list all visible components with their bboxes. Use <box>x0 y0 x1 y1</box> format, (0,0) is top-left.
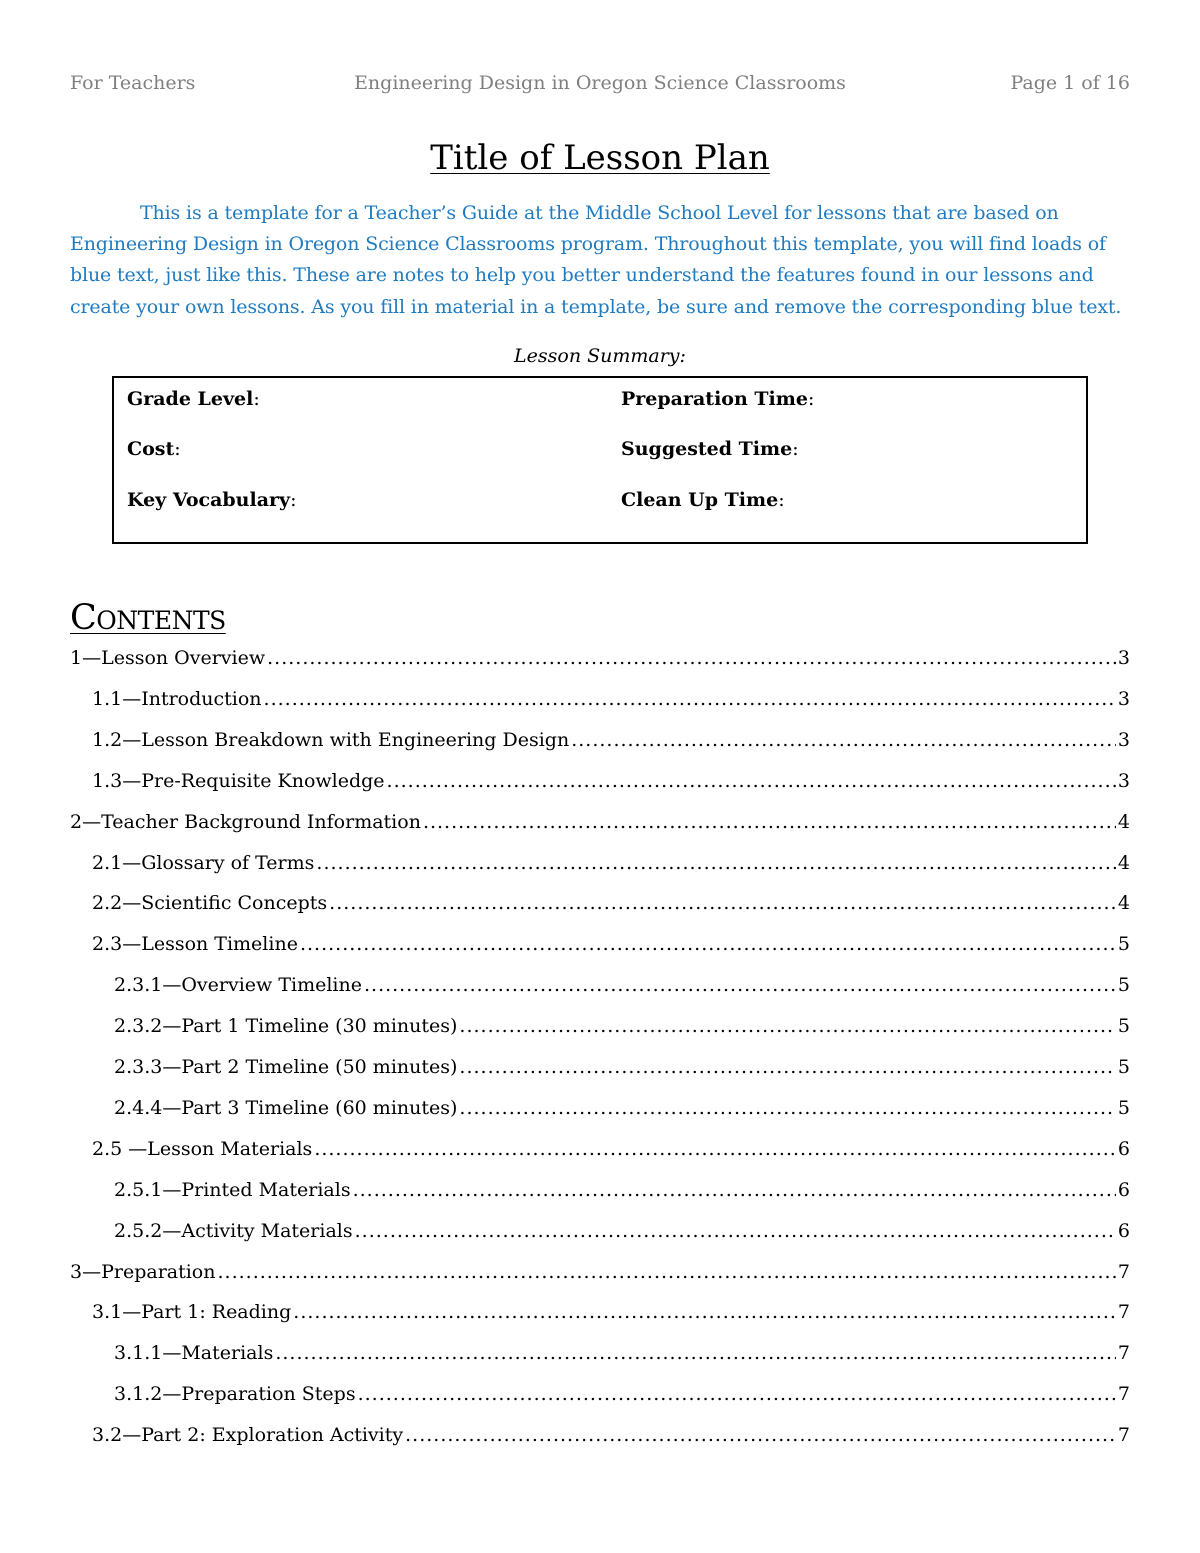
toc-entry[interactable] <box>70 1261 1130 1291</box>
field-colon: : <box>253 388 260 410</box>
toc-entry[interactable] <box>70 647 1130 677</box>
toc-entry[interactable] <box>70 892 1130 922</box>
toc-leader-dots <box>355 1220 1116 1242</box>
toc-entry[interactable] <box>70 1220 1130 1250</box>
suggested-time-field <box>621 438 799 460</box>
toc-leader-dots <box>387 770 1116 792</box>
toc-entry[interactable] <box>70 974 1130 1004</box>
cost-field <box>127 438 181 460</box>
toc-leader-dots <box>314 1138 1116 1160</box>
field-colon: : <box>792 438 799 460</box>
toc-leader-dots <box>264 688 1116 710</box>
toc-leader-dots <box>316 852 1116 874</box>
toc-leader-dots <box>364 974 1116 996</box>
toc-leader-dots <box>358 1383 1116 1405</box>
lesson-summary-box <box>112 376 1088 544</box>
toc-leader-dots <box>275 1342 1116 1364</box>
toc-page-number: 3 <box>1117 728 1130 751</box>
header-audience: For Teachers <box>70 72 196 94</box>
grade-level-label: Grade Level <box>127 388 254 410</box>
clean-up-time-field <box>621 489 785 511</box>
toc-entry-label: 2.4.4—Part 3 Timeline (60 minutes) <box>114 1096 458 1119</box>
toc-entry-label: 3.1.1—Materials <box>114 1342 274 1365</box>
toc-entry-label: 1.3—Pre-Requisite Knowledge <box>92 769 385 792</box>
toc-entry-label: 2.3.1—Overview Timeline <box>114 974 362 997</box>
toc-page-number: 5 <box>1117 1096 1130 1119</box>
page-header <box>70 72 1130 102</box>
toc-leader-dots <box>405 1424 1116 1446</box>
toc-leader-dots <box>329 892 1116 914</box>
toc-entry[interactable] <box>70 1424 1130 1454</box>
document-title: Title of Lesson Plan <box>430 138 770 178</box>
toc-page-number: 3 <box>1117 647 1130 669</box>
toc-entry[interactable] <box>70 1301 1130 1331</box>
toc-page-number: 7 <box>1117 1342 1130 1365</box>
toc-entry[interactable] <box>70 729 1130 759</box>
grade-level-field <box>127 388 260 410</box>
header-program-title: Engineering Design in Oregon Science Classrooms <box>354 72 846 94</box>
toc-page-number: 6 <box>1117 1178 1130 1201</box>
toc-entry[interactable] <box>70 933 1130 963</box>
toc-entry-label: 2.2—Scientific Concepts <box>92 892 328 915</box>
toc-entry-label: 1.2—Lesson Breakdown with Engineering Design <box>92 728 570 751</box>
toc-entry[interactable] <box>70 1383 1130 1413</box>
toc-entry[interactable] <box>70 1015 1130 1045</box>
toc-page-number: 5 <box>1117 1015 1130 1038</box>
template-instructions: This is a template for a Teacher’s Guide at the Middle School Level for lessons that are based on Engineering Design in Oregon Science Classrooms program. Throughout this template, you will find loads of blue text, just like this. These are notes to help you better understand the features found in our lessons and create your own lessons. As you fill in material in a template, be sure and remove the corresponding blue text. <box>70 202 1122 318</box>
lesson-summary-caption: Lesson Summary: <box>514 345 686 367</box>
toc-entry-label: 1.1—Introduction <box>92 687 262 710</box>
toc-page-number: 6 <box>1117 1137 1130 1160</box>
key-vocabulary-label: Key Vocabulary <box>127 489 291 511</box>
toc-entry[interactable] <box>70 688 1130 718</box>
toc-page-number: 6 <box>1117 1219 1130 1242</box>
toc-entry-label: 3.1—Part 1: Reading <box>92 1301 292 1324</box>
toc-leader-dots <box>300 933 1116 955</box>
toc-entry-label: 3—Preparation <box>70 1260 216 1283</box>
toc-entry-label: 2.3.2—Part 1 Timeline (30 minutes) <box>114 1015 458 1038</box>
toc-entry-label: 2.3.3—Part 2 Timeline (50 minutes) <box>114 1056 458 1078</box>
toc-page-number: 3 <box>1117 687 1130 710</box>
toc-leader-dots <box>423 811 1116 833</box>
toc-entry[interactable] <box>70 1179 1130 1209</box>
field-colon: : <box>778 489 785 511</box>
toc-entry-label: 2—Teacher Background Information <box>70 810 421 833</box>
toc-page-number: 5 <box>1117 974 1130 997</box>
key-vocabulary-field <box>127 489 296 511</box>
toc-entry-label: 2.5 —Lesson Materials <box>92 1137 313 1160</box>
toc-leader-dots <box>353 1179 1116 1201</box>
toc-entry-label: 2.1—Glossary of Terms <box>92 851 315 874</box>
cost-label: Cost <box>127 438 175 460</box>
header-page-number: Page 1 of 16 <box>1010 72 1130 94</box>
toc-leader-dots <box>459 1056 1115 1078</box>
suggested-time-label: Suggested Time <box>621 438 793 460</box>
clean-up-time-label: Clean Up Time <box>621 489 779 511</box>
field-colon: : <box>807 388 815 410</box>
preparation-time-field <box>621 388 814 410</box>
toc-entry[interactable] <box>70 811 1130 841</box>
toc-entry-label: 2.3—Lesson Timeline <box>92 933 298 956</box>
toc-page-number: 7 <box>1117 1260 1130 1283</box>
toc-page-number: 4 <box>1117 810 1130 833</box>
toc-entry-label: 3.2—Part 2: Exploration Activity <box>92 1424 404 1447</box>
toc-page-number: 5 <box>1117 933 1130 956</box>
toc-entry[interactable] <box>70 852 1130 882</box>
toc-entry-label: 3.1.2—Preparation Steps <box>114 1383 356 1406</box>
toc-entry[interactable] <box>70 1056 1130 1086</box>
toc-page-number: 7 <box>1117 1383 1130 1406</box>
toc-leader-dots <box>459 1097 1115 1119</box>
field-colon: : <box>290 489 297 511</box>
field-colon: : <box>174 438 181 460</box>
toc-page-number: 7 <box>1117 1424 1130 1447</box>
toc-entry[interactable] <box>70 1138 1130 1168</box>
toc-page-number: 4 <box>1117 851 1130 874</box>
preparation-time-label: Preparation Time <box>621 388 808 410</box>
toc-entry[interactable] <box>70 770 1130 800</box>
toc-leader-dots <box>459 1015 1115 1037</box>
toc-entry-label: 1—Lesson Overview <box>70 647 266 669</box>
toc-page-number: 3 <box>1117 769 1130 792</box>
toc-leader-dots <box>218 1261 1116 1283</box>
contents-heading: Contents <box>70 598 226 638</box>
toc-page-number: 5 <box>1117 1056 1130 1078</box>
toc-leader-dots <box>571 729 1116 751</box>
toc-page-number: 4 <box>1117 892 1130 915</box>
toc-page-number: 7 <box>1117 1301 1130 1324</box>
toc-leader-dots <box>267 647 1116 669</box>
toc-entry-label: 2.5.2—Activity Materials <box>114 1219 353 1242</box>
toc-entry[interactable] <box>70 1342 1130 1372</box>
toc-entry-label: 2.5.1—Printed Materials <box>114 1178 351 1201</box>
toc-leader-dots <box>293 1301 1116 1323</box>
toc-entry[interactable] <box>70 1097 1130 1127</box>
